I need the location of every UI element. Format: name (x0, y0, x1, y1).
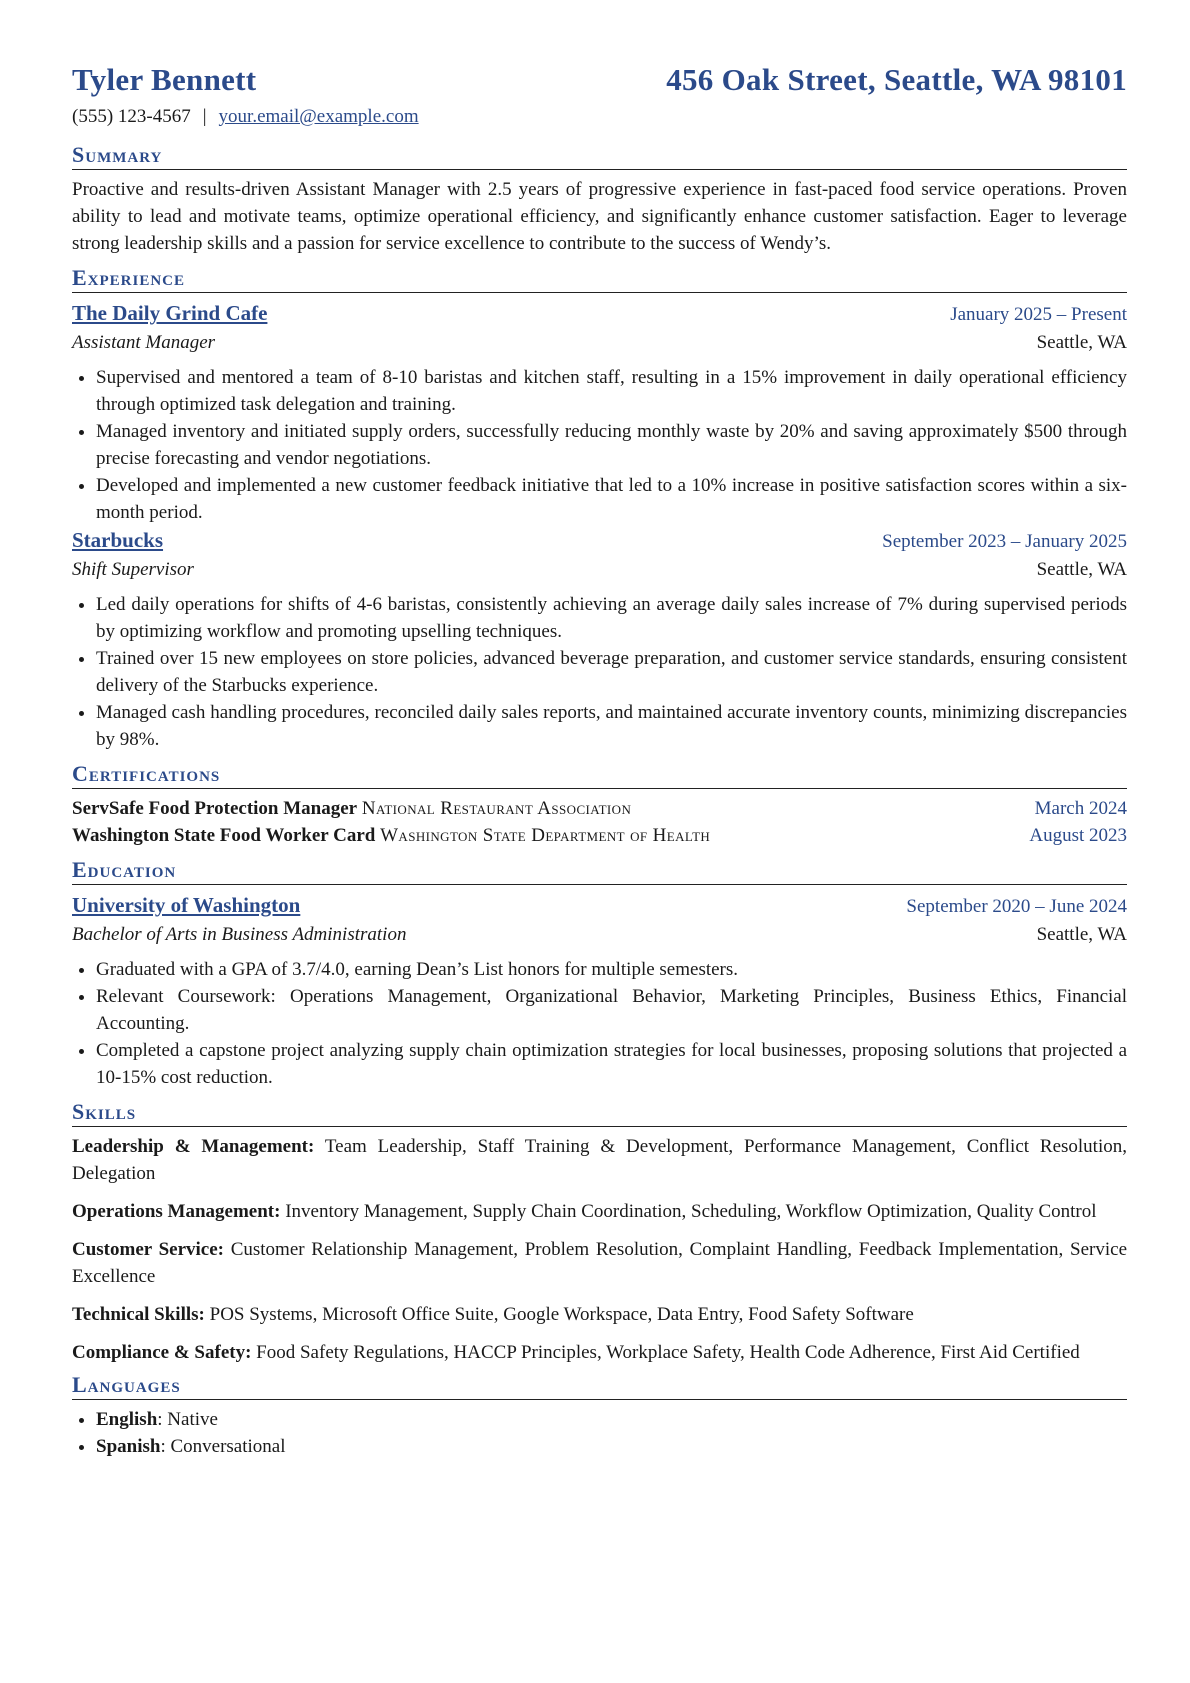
candidate-address: 456 Oak Street, Seattle, WA 98101 (666, 62, 1127, 97)
job-location: Seattle, WA (1036, 559, 1127, 580)
skill-category: Technical Skills: (72, 1304, 205, 1325)
job-dates: January 2025 – Present (950, 304, 1127, 325)
contact-separator: | (202, 106, 207, 127)
job-bullets (72, 591, 1127, 753)
education-bullets (72, 956, 1127, 1091)
skill-group (72, 1236, 1127, 1290)
skill-list: Inventory Management, Supply Chain Coordination, Scheduling, Workflow Optimization, Quality Control (285, 1201, 1097, 1222)
job-role: Shift Supervisor (72, 559, 194, 580)
language-level: : Native (157, 1409, 218, 1430)
skill-group (72, 1198, 1127, 1225)
job-location: Seattle, WA (1036, 332, 1127, 353)
certification-row (72, 822, 1127, 849)
skill-list: POS Systems, Microsoft Office Suite, Google Workspace, Data Entry, Food Safety Software (209, 1304, 914, 1325)
section-title-skills: Skills (72, 1097, 1127, 1127)
degree: Bachelor of Arts in Business Administration (72, 924, 407, 945)
certification-issuer: National Restaurant Association (361, 798, 632, 819)
language-level: : Conversational (160, 1436, 286, 1457)
language-name: Spanish (96, 1436, 161, 1457)
company-link[interactable]: Starbucks (72, 528, 164, 552)
skill-list: Food Safety Regulations, HACCP Principles, Workplace Safety, Health Code Adherence, First Aid Certified (256, 1342, 1080, 1363)
list-item: • Trained over 15 new employees on store policies, advanced beverage preparation, and customer service standards, ensuring consistent delivery of the Starbucks experience. (96, 645, 1127, 699)
school-link[interactable]: University of Washington (72, 893, 301, 917)
resume-header (72, 62, 1127, 104)
section-title-languages: Languages (72, 1370, 1127, 1400)
candidate-name: Tyler Bennett (72, 62, 257, 97)
languages-section (72, 1370, 1127, 1460)
job-entry (72, 299, 1127, 526)
summary-section (72, 140, 1127, 257)
section-title-experience: Experience (72, 263, 1127, 293)
certification-issuer: Washington State Department of Health (380, 825, 711, 846)
experience-section (72, 263, 1127, 753)
language-list (72, 1406, 1127, 1460)
list-item (96, 1406, 1127, 1433)
certifications-section (72, 759, 1127, 849)
list-item: • Managed inventory and initiated supply orders, successfully reducing monthly waste by 20% and saving approximately $500 through precise forecasting and vendor negotiations. (96, 418, 1127, 472)
skill-category: Operations Management: (72, 1201, 281, 1222)
skill-category: Compliance & Safety: (72, 1342, 252, 1363)
resume-page (72, 62, 1127, 1460)
certification-date: August 2023 (1029, 825, 1127, 846)
section-title-education: Education (72, 855, 1127, 885)
job-entry (72, 526, 1127, 753)
list-item (96, 1433, 1127, 1460)
section-title-summary: Summary (72, 140, 1127, 170)
job-bullets (72, 364, 1127, 526)
skill-list: Customer Relationship Management, Problem Resolution, Complaint Handling, Feedback Implementation, Service Excellence (72, 1239, 1128, 1287)
list-item: • Graduated with a GPA of 3.7/4.0, earning Dean’s List honors for multiple semesters. (96, 956, 1127, 983)
skills-section (72, 1097, 1127, 1366)
skill-list: Team Leadership, Staff Training & Development, Performance Management, Conflict Resolution, Delegation (72, 1136, 1127, 1184)
certification-name: Washington State Food Worker Card (72, 825, 376, 846)
skill-group (72, 1133, 1127, 1187)
skill-group (72, 1339, 1127, 1366)
language-name: English (96, 1409, 158, 1430)
education-location: Seattle, WA (1036, 924, 1127, 945)
certification-row (72, 795, 1127, 822)
contact-line (72, 106, 1127, 140)
list-item: • Relevant Coursework: Operations Management, Organizational Behavior, Marketing Principles, Business Ethics, Financial Accounting. (96, 983, 1127, 1037)
education-dates: September 2020 – June 2024 (906, 896, 1127, 917)
phone-number: (555) 123-4567 (72, 106, 191, 127)
job-role: Assistant Manager (72, 332, 216, 353)
list-item: • Led daily operations for shifts of 4-6 baristas, consistently achieving an average daily sales increase of 7% during supervised periods by optimizing workflow and promoting upselling techniques. (96, 591, 1127, 645)
list-item: • Supervised and mentored a team of 8-10 baristas and kitchen staff, resulting in a 15% improvement in daily operational efficiency through optimized task delegation and training. (96, 364, 1127, 418)
skill-category: Leadership & Management: (72, 1136, 315, 1157)
section-title-certifications: Certifications (72, 759, 1127, 789)
skill-category: Customer Service: (72, 1239, 224, 1260)
summary-text: Proactive and results-driven Assistant Manager with 2.5 years of progressive experience in fast-paced food service operations. Proven ability to lead and motivate teams, optimize operational efficiency, and significantly enhance customer satisfaction. Eager to leverage strong leadership skills and a passion for service excellence to contribute to the success of Wendy’s. (72, 179, 1127, 254)
job-dates: September 2023 – January 2025 (882, 531, 1127, 552)
list-item: • Completed a capstone project analyzing supply chain optimization strategies for local businesses, proposing solutions that projected a 10-15% cost reduction. (96, 1037, 1127, 1091)
certification-date: March 2024 (1034, 798, 1127, 819)
education-section (72, 855, 1127, 1091)
skill-group (72, 1301, 1127, 1328)
company-link[interactable]: The Daily Grind Cafe (72, 301, 268, 325)
list-item: • Developed and implemented a new customer feedback initiative that led to a 10% increase in positive satisfaction scores within a six-month period. (96, 472, 1127, 526)
list-item: • Managed cash handling procedures, reconciled daily sales reports, and maintained accurate inventory counts, minimizing discrepancies by 98%. (96, 699, 1127, 753)
certification-name: ServSafe Food Protection Manager (72, 798, 358, 819)
email-link[interactable]: your.email@example.com (218, 106, 419, 127)
